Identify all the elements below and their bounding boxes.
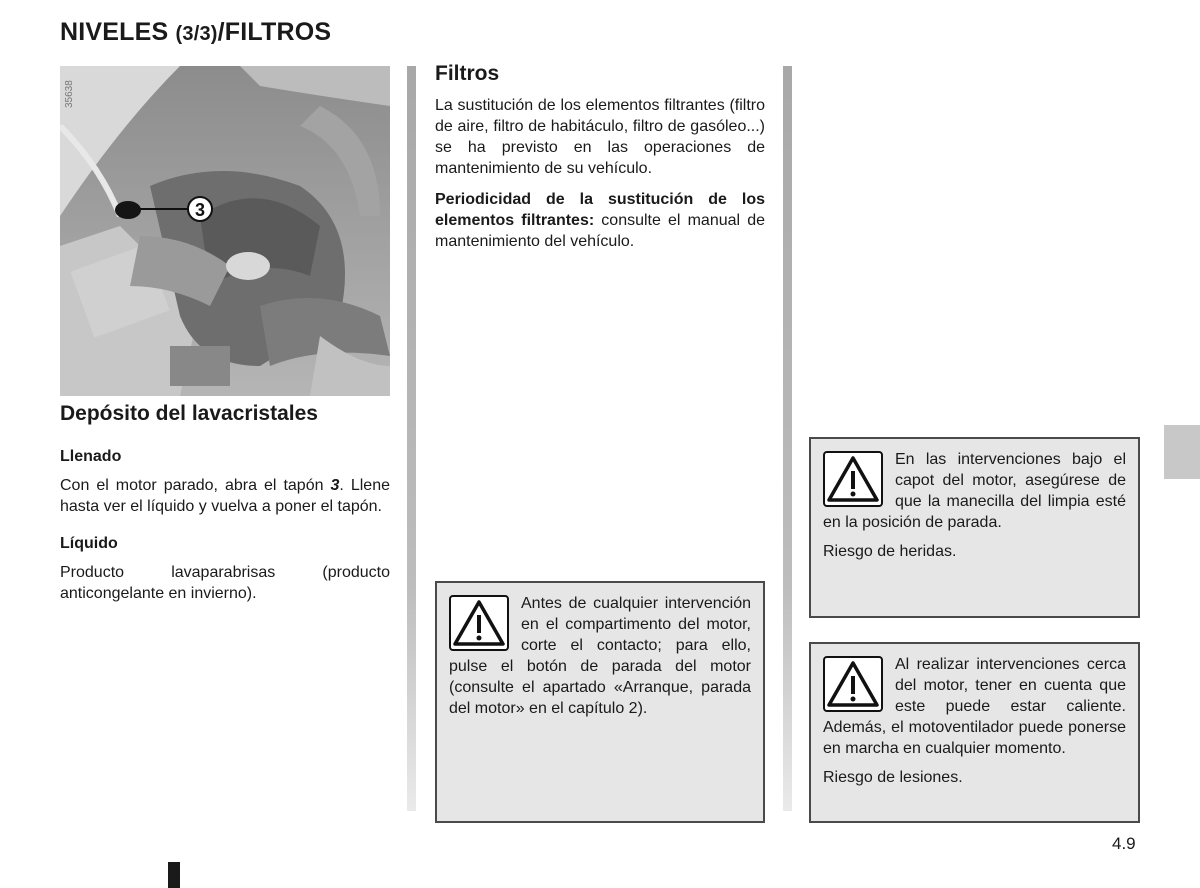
filtros-paragraph: La sustitución de los elementos filtrantes (filtro de aire, filtro de habitáculo, filtro de gasóleo...) se ha previsto en las operaciones de mantenimiento de su vehículo. — [435, 97, 765, 177]
left-column — [60, 402, 390, 604]
section-heading-washer: Depósito del lavacristales — [60, 402, 318, 425]
llenado-paragraph: Con el motor parado, abra el tapón 3. Llene hasta ver el líquido y vuelva a poner el tapón. — [60, 477, 390, 515]
filtros-periodicity-paragraph: Periodicidad de la sustitución de los elementos filtrantes: consulte el manual de mantenimiento del vehículo. — [435, 191, 765, 250]
warning-text-hot-engine: Al realizar intervenciones cerca del motor, tener en cuenta que este puede estar caliente. Además, el motoventilador puede ponerse en marcha en cualquier momento. — [823, 656, 1126, 757]
chapter-tab-marker — [1164, 425, 1200, 479]
column-divider-left — [407, 66, 416, 811]
footer-mark — [168, 862, 180, 888]
warning-box-hot-engine — [809, 642, 1140, 823]
title-fraction: (3/3) — [175, 23, 218, 45]
engine-compartment-photo — [60, 66, 390, 396]
warning-risk-hot-engine: Riesgo de lesiones. — [823, 769, 963, 786]
washer-reservoir-cap — [115, 201, 141, 219]
subheading-llenado: Llenado — [60, 448, 122, 465]
warning-text-wiper: En las intervenciones bajo el capot del motor, asegúrese de que la manecilla del limpia esté en la posición de parada. — [823, 451, 1126, 531]
callout-label: 3 — [194, 200, 206, 220]
subheading-liquido: Líquido — [60, 535, 118, 552]
title-main: NIVELES — [60, 18, 176, 46]
photo-reference-code: 35638 — [64, 80, 75, 108]
warning-text-engine-stop: Antes de cualquier intervención en el compartimento del motor, corte el contacto; para ello, pulse el botón de parada del motor (consulte el apartado «Arranque, parada del motor» en el capítulo 2). — [449, 595, 751, 717]
title-rest: /FILTROS — [217, 18, 332, 46]
warning-triangle-icon — [823, 656, 883, 712]
liquido-paragraph: Producto lavaparabrisas (producto anticongelante en invierno). — [60, 564, 390, 602]
warning-triangle-icon — [823, 451, 883, 507]
warning-risk-wiper: Riesgo de heridas. — [823, 543, 957, 560]
middle-column — [435, 62, 765, 252]
page-number: 4.9 — [1112, 834, 1136, 853]
warning-box-engine-stop — [435, 581, 765, 823]
warning-triangle-icon — [449, 595, 509, 651]
warning-box-wiper — [809, 437, 1140, 618]
column-divider-right — [783, 66, 792, 811]
section-heading-filtros: Filtros — [435, 62, 500, 85]
page-title — [60, 18, 331, 47]
cap-reference: 3 — [330, 477, 340, 494]
